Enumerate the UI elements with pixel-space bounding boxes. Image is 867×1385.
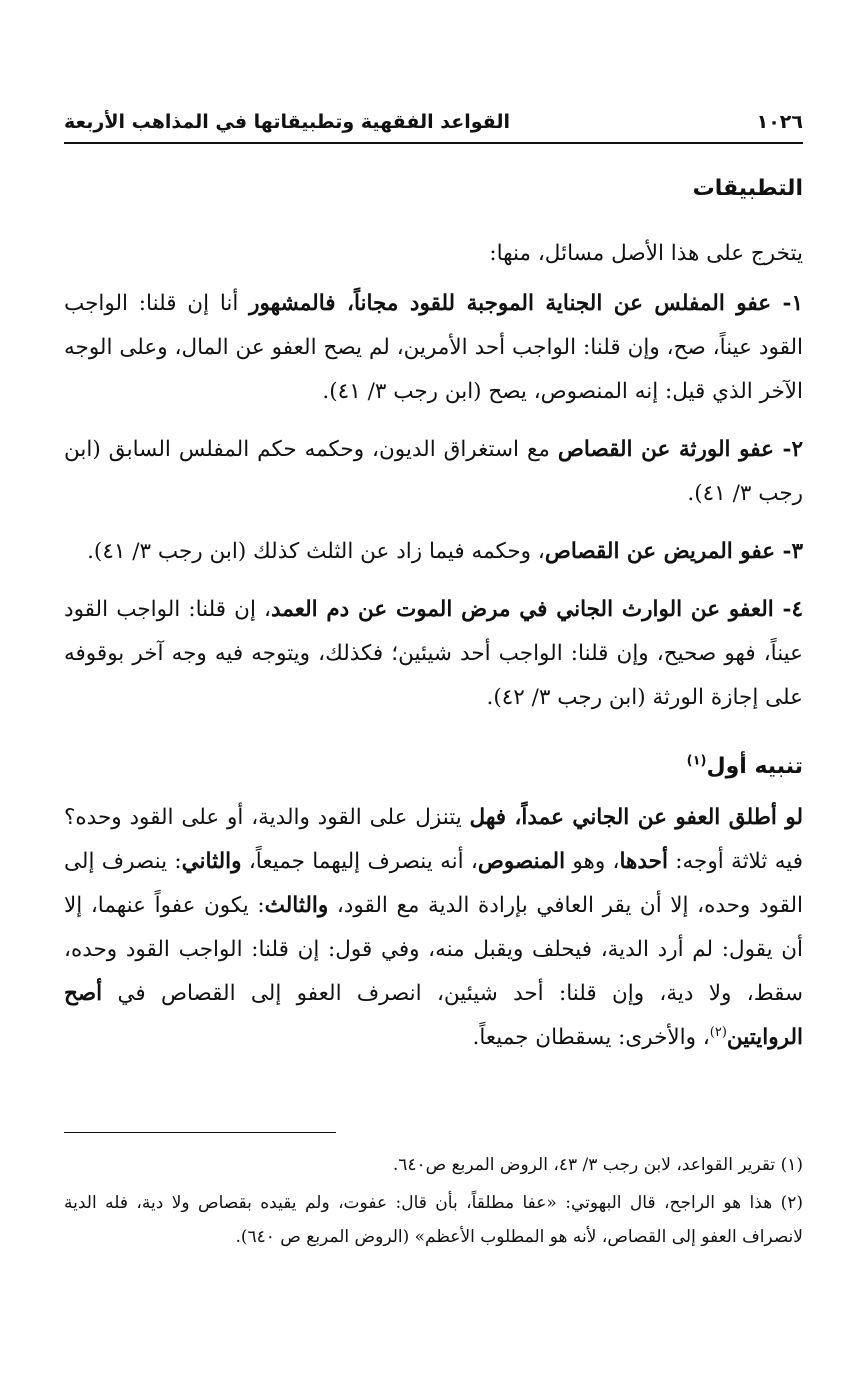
main-content	[64, 168, 803, 1060]
application-item-1	[64, 282, 803, 414]
application-item-4	[64, 588, 803, 720]
note-bold-2: أحدها	[619, 849, 668, 874]
running-header	[64, 102, 803, 142]
note-bold-5: والثالث	[264, 893, 329, 918]
note-text-6: ، والأخرى: يسقطان جميعاً.	[472, 1025, 710, 1050]
note-text-4: : ينصرف إلى القود وحده، إلا أن يقر العافي بإرادة الدية مع القود،	[64, 849, 804, 918]
item-2-heading: ٢- عفو الورثة عن القصاص	[557, 437, 804, 462]
item-4-text: ، إن قلنا: الواجب القود عيناً، فهو صحيح، وإن قلنا: الواجب أحد شيئين؛ فكذلك، ويتوجه فيه وجه آخر بوقوفه على إجازة الورثة (ابن رجب ٣/ ٤٢).	[64, 597, 803, 710]
note-text-1: يتنزل على القود والدية، أو على القود وحده؟ فيه ثلاثة أوجه:	[64, 805, 803, 874]
note-bold-3: المنصوص	[477, 849, 566, 874]
note-paragraph	[64, 796, 803, 1060]
item-3-heading: ٣- عفو المريض عن القصاص	[544, 539, 803, 564]
footnote-rule	[64, 1132, 336, 1133]
note-text-5: : يكون عفواً عنهما، إلا أن يقول: لم أرد الدية، فيحلف ويقبل منه، وفي قول: إن قلنا: الواجب القود وحده، سقط، ولا دية، وإن قلنا: أحد شيئين، انصرف العفو إلى القصاص في	[64, 893, 803, 1006]
item-4-heading: ٤- العفو عن الوارث الجاني في مرض الموت عن دم العمد	[270, 597, 803, 622]
note-title	[64, 746, 803, 788]
item-2-text: مع استغراق الديون، وحكمه حكم المفلس السابق (ابن رجب ٣/ ٤١).	[64, 437, 803, 506]
item-3-text: ، وحكمه فيما زاد عن الثلث كذلك (ابن رجب ٣/ ٤١).	[87, 539, 545, 564]
item-1-heading: ١- عفو المفلس عن الجناية الموجبة للقود مجاناً، فالمشهور	[249, 291, 803, 316]
footnote-2: (٢) هذا هو الراجح، قال البهوتي: «عفا مطلقاً، بأن قال: عفوت، ولم يقيده بقصاص ولا دية، فله الدية لانصراف العفو إلى القصاص، لأنه هو المطلوب الأعظم» (الروض المربع ص ٦٤٠).	[64, 1193, 803, 1247]
intro-text: يتخرج على هذا الأصل مسائل، منها:	[489, 241, 803, 266]
header-rule	[64, 142, 803, 144]
note-bold-4: والثاني	[181, 849, 242, 874]
item-1-text: أنا إن قلنا: الواجب القود عيناً، صح، وإن قلنا: الواجب أحد الأمرين، لم يصح العفو عن المال، وعلى الوجه الآخر الذي قيل: إنه المنصوص، يصح (ابن رجب ٣/ ٤١).	[64, 291, 803, 404]
footnote-marker-1[interactable]: (١)	[686, 753, 707, 769]
note-bold-1: لو أطلق العفو عن الجاني عمداً، فهل	[469, 805, 803, 830]
note-text-2: ، وهو	[565, 849, 620, 874]
book-title: القواعد الفقهية وتطبيقاتها في المذاهب الأربعة	[64, 111, 510, 133]
application-item-2	[64, 428, 803, 516]
note-title-text: تنبيه أول	[706, 754, 803, 779]
footnote-marker-2[interactable]: (٢)	[709, 1024, 727, 1040]
application-item-3	[64, 530, 803, 574]
section-title: التطبيقات	[692, 176, 803, 201]
page-number: ١٠٢٦	[756, 111, 803, 133]
footnote-1: (١) تقرير القواعد، لابن رجب ٣/ ٤٣، الروض المربع ص٦٤٠.	[392, 1155, 803, 1175]
footnotes	[64, 1148, 803, 1258]
note-text-3: ، أنه ينصرف إليهما جميعاً،	[241, 849, 478, 874]
note-bold-6: أصح الروايتين	[64, 981, 803, 1050]
